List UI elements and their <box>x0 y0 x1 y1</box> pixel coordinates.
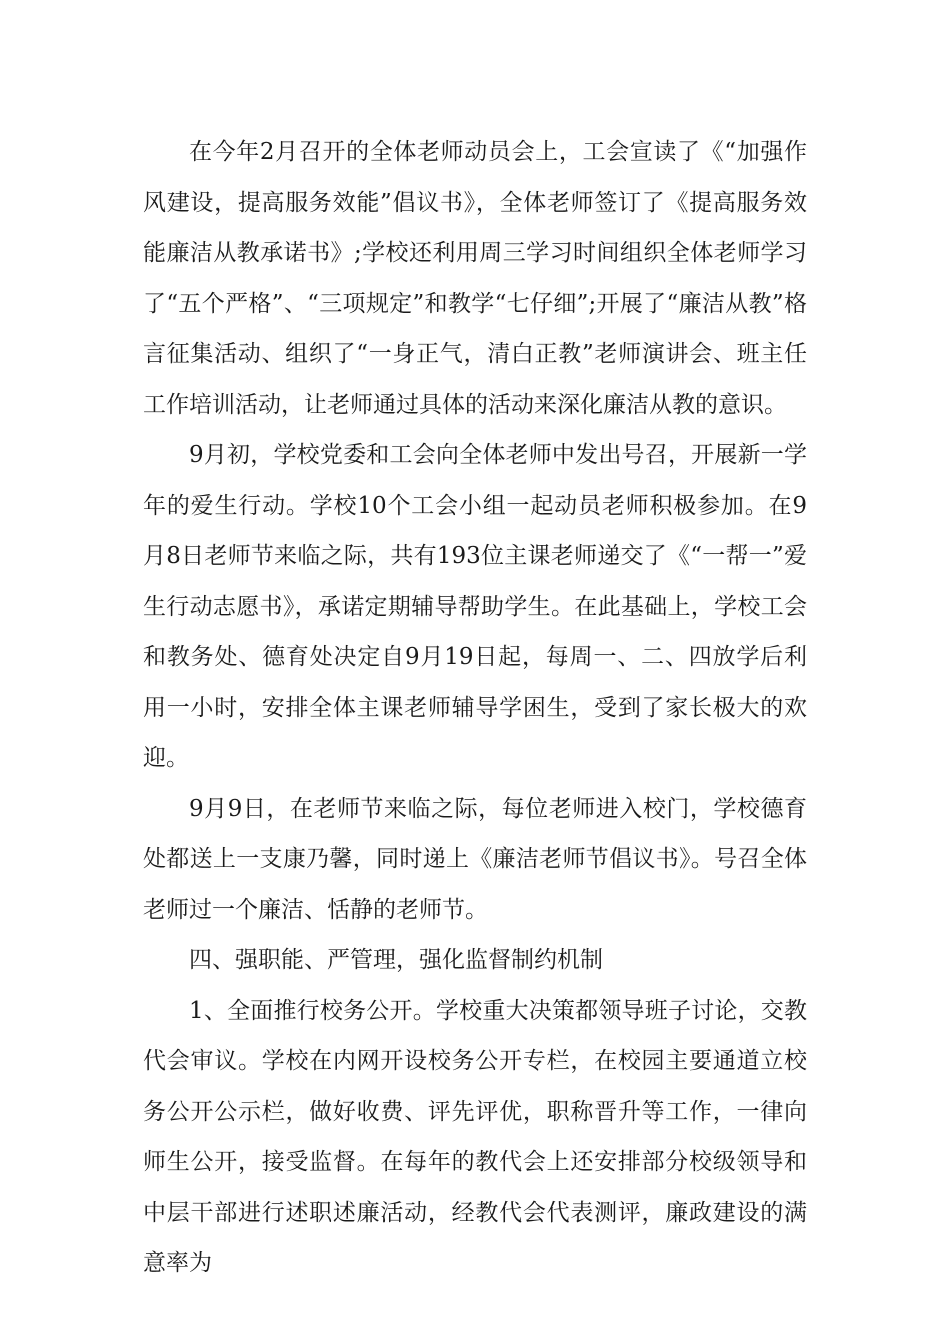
document-body <box>143 127 807 1289</box>
paragraph-staff-mobilization: 在今年2月召开的全体老师动员会上，工会宣读了《“加强作风建设，提高服务效能”倡议书》，全体老师签订了《提高服务效能廉洁从教承诺书》;学校还利用周三学习时间组织全体老师学习了“五个严格”、“三项规定”和教学“七仔细”;开展了“廉洁从教”格言征集活动、组织了“一身正气，清白正教”老师演讲会、班主任工作培训活动，让老师通过具体的活动来深化廉洁从教的意识。 <box>143 139 807 418</box>
paragraph-student-care-action: 9月初，学校党委和工会向全体老师中发出号召，开展新一学年的爱生行动。学校10个工会小组一起动员老师积极参加。在9月8日老师节来临之际，共有193位主课老师递交了《“一帮一”爱生行动志愿书》，承诺定期辅导帮助学生。在此基础上，学校工会和教务处、德育处决定自9月19日起，每周一、二、四放学后利用一小时，安排全体主课老师辅导学困生，受到了家长极大的欢迎。 <box>143 442 807 771</box>
section-heading-supervision: 四、强职能、严管理，强化监督制约机制 <box>189 947 603 973</box>
paragraph-teachers-day: 9月9日，在老师节来临之际，每位老师进入校门，学校德育处都送上一支康乃馨，同时递上《廉洁老师节倡议书》。号召全体老师过一个廉洁、恬静的老师节。 <box>143 795 807 923</box>
paragraph-school-affairs-disclosure: 1、全面推行校务公开。学校重大决策都领导班子讨论，交教代会审议。学校在内网开设校务公开专栏，在校园主要通道立校务公开公示栏，做好收费、评先评优，职称晋升等工作，一律向师生公开，接受监督。在每年的教代会上还安排部分校级领导和中层干部进行述职述廉活动，经教代会代表测评，廉政建设的满意率为 <box>143 997 807 1276</box>
